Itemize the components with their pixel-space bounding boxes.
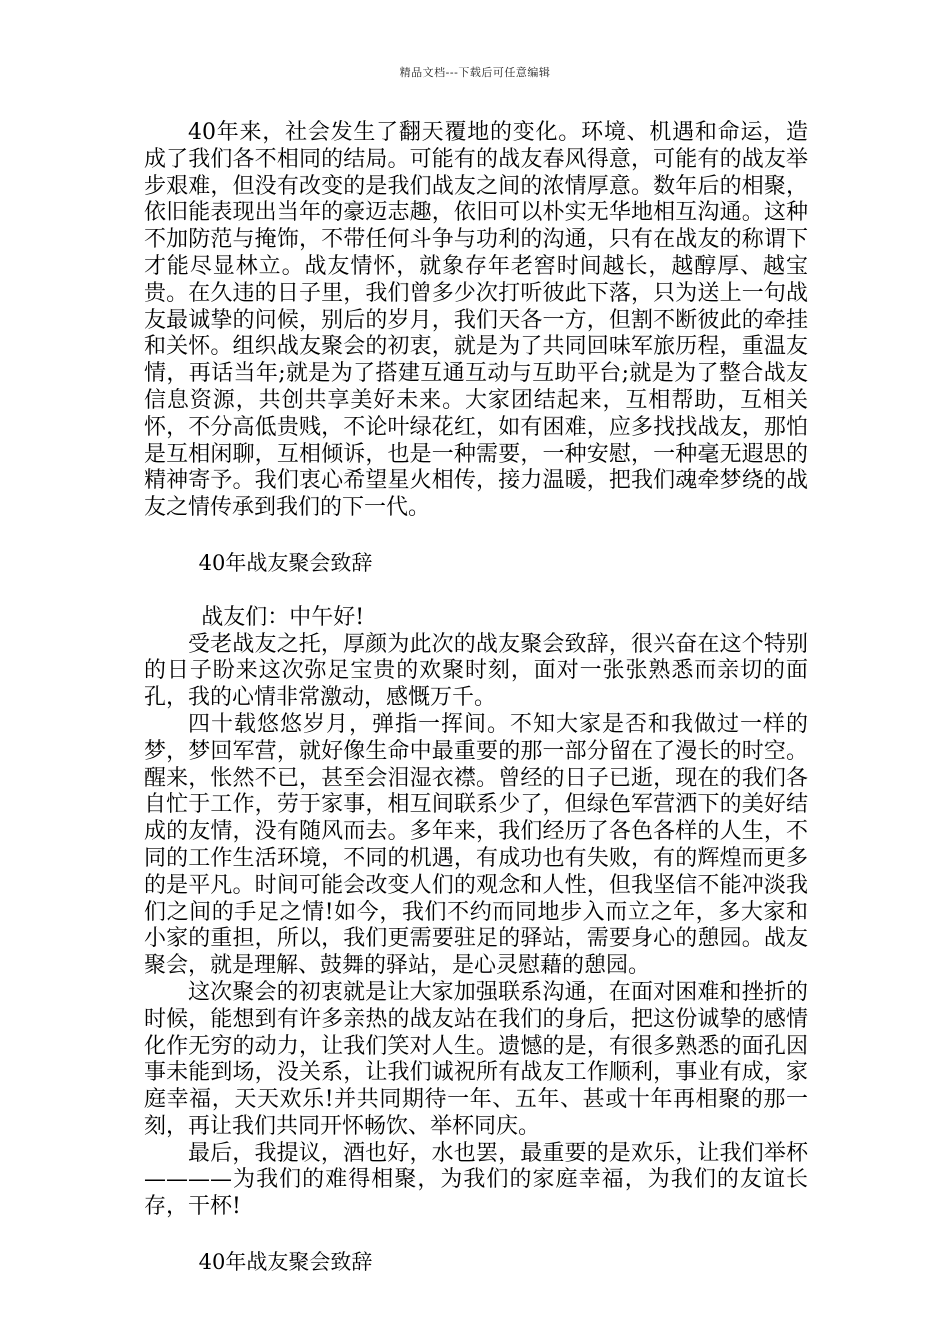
paragraph-memories: 四十载悠悠岁月，弹指一挥间。不知大家是否和我做过一样的梦，梦回军营，就好像生命中最重要的那一部分留在了漫长的时空。醒来，怅然不已，甚至会泪湿衣襟。曾经的日子已逝，现在的我们各自忙于工作，劳于家事，相互间联系少了，但绿色军营洒下的美好结成的友情，没有随风而去。多年来，我们经历了各色各样的人生，不同的工作生活环境，不同的机遇，有成功也有失败，有的辉煌而更多的是平凡。时间可能会改变人们的观念和人性，但我坚信不能冲淡我们之间的手足之情!如今，我们不约而同地步入而立之年，多大家和小家的重担，所以，我们更需要驻足的驿站，需要身心的憩园。战友聚会，就是理解、鼓舞的驿站，是心灵慰藉的憩园。 — [144, 711, 808, 979]
paragraph-toast: 最后，我提议，酒也好，水也罢，最重要的是欢乐，让我们举杯————为我们的难得相聚，为我们的家庭幸福，为我们的友谊长存，干杯! — [144, 1140, 808, 1220]
section-heading-repeat: 40年战友聚会致辞 — [198, 1250, 373, 1275]
page-header: 精品文档---下载后可任意编辑 — [399, 66, 551, 79]
paragraph-purpose: 这次聚会的初衷就是让大家加强联系沟通，在面对困难和挫折的时候，能想到有许多亲热的战友站在我们的身后，把这份诚挚的感情化作无穷的动力，让我们笑对人生。遗憾的是，有很多熟悉的面孔因事未能到场，没关系，让我们诚祝所有战友工作顺利，事业有成，家庭幸福，天天欢乐!并共同期待一年、五年、甚或十年再相聚的那一刻，再让我们共同开怀畅饮、举杯同庆。 — [144, 979, 808, 1139]
speech-greeting: 战友们：中午好! — [201, 604, 365, 630]
paragraph-opening: 受老战友之托，厚颜为此次的战友聚会致辞，很兴奋在这个特别的日子盼来这次弥足宝贵的欢聚时刻，面对一张张熟悉而亲切的面孔，我的心情非常激动，感慨万千。 — [144, 631, 808, 711]
paragraph-intro: 40年来，社会发生了翻天覆地的变化。环境、机遇和命运，造成了我们各不相同的结局。可能有的战友春风得意，可能有的战友举步艰难，但没有改变的是我们战友之间的浓情厚意。数年后的相聚，依旧能表现出当年的豪迈志趣，依旧可以朴实无华地相互沟通。这种不加防范与掩饰，不带任何斗争与功利的沟通，只有在战友的称谓下才能尽显林立。战友情怀，就象存年老窖时间越长，越醇厚、越宝贵。在久违的日子里，我们曾多少次打听彼此下落，只为送上一句战友最诚挚的问候，别后的岁月，我们天各一方，但割不断彼此的牵挂和关怀。组织战友聚会的初衷，就是为了共同回味军旅历程，重温友情，再话当年;就是为了搭建互通互动与互助平台;就是为了整合战友信息资源，共创共享美好未来。大家团结起来，互相帮助，互相关怀，不分高低贵贱，不论叶绿花红，如有困难，应多找找战友，那怕是互相闲聊，互相倾诉，也是一种需要，一种安慰，一种毫无遐思的精神寄予。我们衷心希望星火相传，接力温暖，把我们魂牵梦绕的战友之情传承到我们的下一代。 — [144, 120, 808, 521]
document-body — [144, 120, 808, 1304]
section-heading: 40年战友聚会致辞 — [198, 550, 373, 575]
